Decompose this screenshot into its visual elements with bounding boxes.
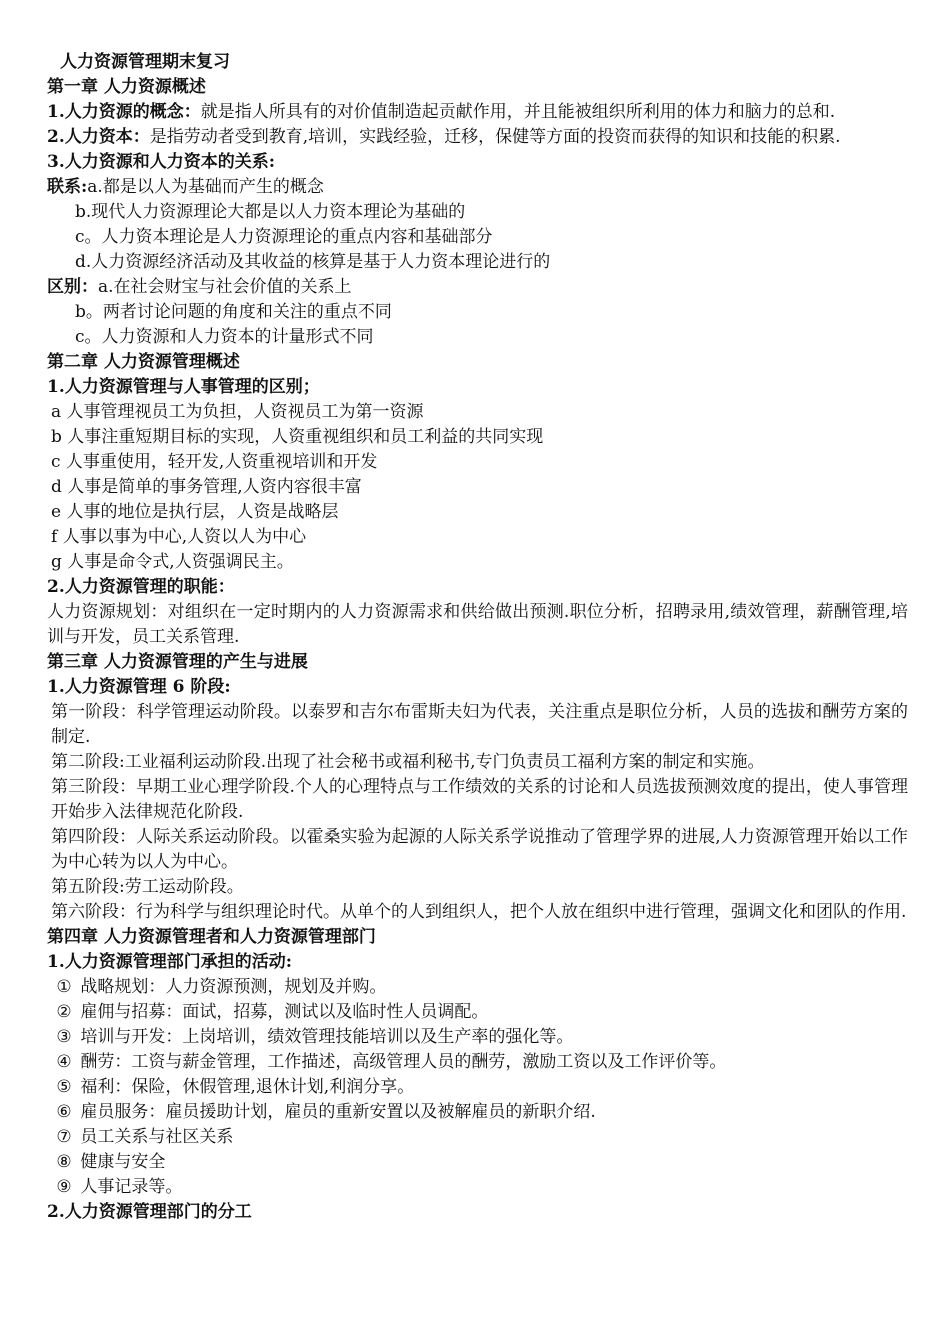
chapter-1-heading: 第一章 人力资源概述 (47, 77, 206, 97)
activity-item (47, 1000, 908, 1025)
relation-text: a.都是以人为基础而产生的概念 (87, 177, 324, 197)
list-item: f 人事以事为中心,人资以人为中心 (51, 527, 307, 547)
relation-item (47, 175, 908, 200)
stage-item: 第一阶段：科学管理运动阶段。以泰罗和吉尔布雷斯夫妇为代表，关注重点是职位分析，人员的选拔和酬劳方案的制定. (51, 702, 908, 747)
activity-item (47, 1100, 908, 1125)
relation-item: d.人力资源经济活动及其收益的核算是基于人力资本理论进行的 (75, 252, 551, 272)
circled-number: ⑤ (56, 1077, 72, 1097)
circled-number: ⑦ (56, 1127, 72, 1147)
section-heading (47, 575, 908, 600)
term-definition: 是指劳动者受到教育,培训，实践经验，迁移，保健等方面的投资而获得的知识和技能的积累. (149, 127, 841, 147)
difference-label: 区别： (47, 277, 98, 297)
activity-item (47, 1150, 908, 1175)
stage-item: 第五阶段:劳工运动阶段。 (51, 877, 244, 897)
circled-number: ② (56, 1002, 72, 1022)
section-heading: 1.人力资源管理 6 阶段: (47, 677, 231, 697)
relation-item: c。人力资本理论是人力资源理论的重点内容和基础部分 (75, 227, 493, 247)
activity-text: 健康与安全 (80, 1152, 166, 1172)
circled-number: ③ (56, 1027, 72, 1047)
chapter-3-heading: 第三章 人力资源管理的产生与进展 (47, 652, 308, 672)
activity-text: 雇员服务：雇员援助计划，雇员的重新安置以及被解雇员的新职介绍. (80, 1102, 596, 1122)
difference-item: c。人力资源和人力资本的计量形式不同 (75, 327, 374, 347)
difference-item: b。两者讨论问题的角度和关注的重点不同 (75, 302, 392, 322)
stage-item: 第四阶段：人际关系运动阶段。以霍桑实验为起源的人际关系学说推动了管理学界的进展,人力资源管理开始以工作为中心转为以人为中心。 (51, 827, 908, 872)
section-heading: 1.人力资源管理与人事管理的区别； (47, 377, 320, 397)
chapter-4-heading: 第四章 人力资源管理者和人力资源管理部门 (47, 927, 376, 947)
activity-item (47, 1050, 908, 1075)
activity-text: 福利：保险，休假管理,退休计划,利润分享。 (80, 1077, 415, 1097)
activity-item (47, 975, 908, 1000)
difference-text: a.在社会财宝与社会价值的关系上 (98, 277, 352, 297)
stage-item: 第二阶段:工业福利运动阶段.出现了社会秘书或福利秘书,专门负责员工福利方案的制定和实施。 (51, 752, 765, 772)
activity-text: 员工关系与社区关系 (80, 1127, 234, 1147)
term-label: 2.人力资本： (47, 127, 150, 147)
activity-item (47, 1175, 908, 1200)
list-item: g 人事是命令式,人资强调民主。 (51, 552, 294, 572)
activity-item (47, 1075, 908, 1100)
paragraph-hr-concept (47, 100, 908, 125)
section-heading: 2.人力资源管理部门的分工 (47, 1202, 252, 1222)
activity-text: 酬劳：工资与薪金管理，工作描述，高级管理人员的酬劳，激励工资以及工作评价等。 (80, 1052, 727, 1072)
activity-text: 人事记录等。 (80, 1177, 183, 1197)
relation-item: b.现代人力资源理论大都是以人力资本理论为基础的 (75, 202, 466, 222)
activity-text: 战略规划：人力资源预测，规划及并购。 (80, 977, 387, 997)
activity-item (47, 1125, 908, 1150)
list-item: d 人事是简单的事务管理,人资内容很丰富 (51, 477, 362, 497)
stage-item: 第三阶段：早期工业心理学阶段.个人的心理特点与工作绩效的关系的讨论和人员选拔预测效度的提出，使人事管理开始步入法律规范化阶段. (51, 777, 908, 822)
stage-item: 第六阶段：行为科学与组织理论时代。从单个的人到组织人，把个人放在组织中进行管理，强调文化和团队的作用. (51, 902, 907, 922)
list-item: a 人事管理视员工为负担，人资视员工为第一资源 (51, 402, 424, 422)
difference-item (47, 275, 908, 300)
circled-number: ⑥ (56, 1102, 72, 1122)
section-heading: 1.人力资源管理部门承担的活动: (47, 952, 293, 972)
circled-number: ⑨ (56, 1177, 72, 1197)
term-definition: 就是指人所具有的对价值制造起贡献作用，并且能被组织所利用的体力和脑力的总和. (200, 102, 836, 122)
document-title: 人力资源管理期末复习 (60, 52, 230, 72)
circled-number: ① (56, 977, 72, 997)
activity-text: 培训与开发：上岗培训，绩效管理技能培训以及生产率的强化等。 (80, 1027, 574, 1047)
circled-number: ⑧ (56, 1152, 72, 1172)
connection-label: 联系: (47, 177, 88, 197)
paragraph-human-capital (47, 125, 908, 150)
relation-heading: 3.人力资源和人力资本的关系: (47, 152, 276, 172)
paragraph-hr-functions: 人力资源规划：对组织在一定时期内的人力资源需求和供给做出预测.职位分析，招聘录用,绩效管理，薪酬管理,培训与开发，员工关系管理. (47, 602, 908, 647)
circled-number: ④ (56, 1052, 72, 1072)
list-item: e 人事的地位是执行层，人资是战略层 (51, 502, 339, 522)
chapter-2-heading: 第二章 人力资源管理概述 (47, 352, 240, 372)
list-item: b 人事注重短期目标的实现，人资重视组织和员工利益的共同实现 (51, 427, 544, 447)
section-heading-text: 2.人力资源管理的职能： (47, 577, 235, 597)
activity-text: 雇佣与招募：面试，招募，测试以及临时性人员调配。 (80, 1002, 489, 1022)
activity-item (47, 1025, 908, 1050)
term-label: 1.人力资源的概念： (47, 102, 201, 122)
list-item: c 人事重使用，轻开发,人资重视培训和开发 (51, 452, 378, 472)
